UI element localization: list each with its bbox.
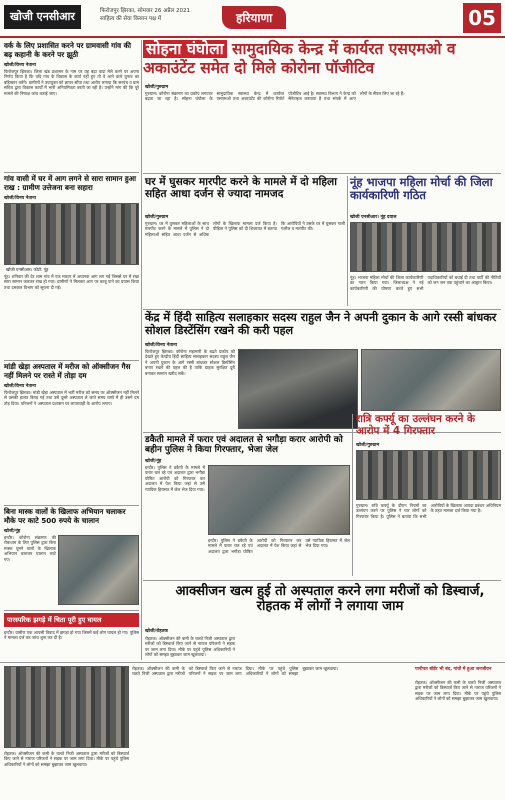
story-headline-assault: घर में घुसकर मारपीट करने के मामले में दो महिला सहित आधा दर्जन से ज्यादा नामजद [145, 176, 337, 201]
column-rule [347, 176, 348, 306]
byline: खोजी/विनय नेताना [4, 63, 36, 68]
story-body-village-development: फिरोजपुर झिरका। जिला खंड प्रशासन के नाम पर यह बढ़ा वादा मेले करने पर अपना निर्णय किया है कि यदि गांव के विकास के कार्य नहीं हुए तो वे आने वाले चुनाव का बहिष्कार करेंगे। ग्रामीणों ने उपायुक्त को ज्ञापन सौंपा तथा आरोप लगाया कि सरपंच व ग्राम सचिव द्वारा विकास कार्यों में भारी अनियमितता बरती जा रही है। उन्होंने मांग की कि पूरे मामले की निष्पक्ष जांच कराई जाए। [4, 69, 139, 96]
lead-headline-highlight: सोहना घंघोला [143, 40, 227, 58]
divider [0, 662, 505, 663]
newspaper-logo: खोजी एनसीआर [4, 5, 81, 29]
story-headline-curfew: रात्रि कर्फ्यू का उल्लंघन करने के आरोप में 4 गिरफ्तार [356, 413, 476, 437]
lead-headline [143, 40, 501, 78]
tagline: साहित्य की सेवा किसान पक्ष में [100, 16, 162, 22]
lead-headline-rest: सामुदायिक केन्द्र में कार्यरत एसएमओ व अकाउंटेंट समेत दो मिले कोरोना पॉजीटिव [143, 40, 456, 77]
story-headline-mask-challan: बिना मास्क वालों के खिलाफ अभियान चलाकर मौके पर काटे 500 रुपये के चालान [4, 507, 126, 525]
story-headline-village-clash: पारस्परिक झगड़े में चिता पूरी हुए घायल [4, 613, 139, 627]
story-body-bjp: नूंह। भाजपा महिला मोर्चा की जिला कार्यकारिणी का गठन किया गया। जिलाध्यक्ष ने नई कार्यकारिणी की घोषणा करते हुए सभी पदाधिकारियों को बधाई दी तथा पार्टी की नीतियों को जन जन तक पहुंचाने का आह्वान किया। [350, 275, 501, 291]
photo-curfew-arrests [356, 450, 501, 500]
byline: खोजी/रोहतक [145, 629, 168, 634]
story-body-curfew: गुरुग्राम। रात्रि कर्फ्यू के दौरान नियमों का उल्लंघन करने पर पुलिस ने चार लोगों को गिरफ्तार किया है। पुलिस ने बताया कि सभी आरोपियों के खिलाफ आपदा प्रबंधन अधिनियम के तहत मामला दर्ज किया गया है। [356, 503, 501, 519]
photo-fire-scene [4, 203, 139, 265]
page-number: 05 [463, 3, 501, 33]
photo-hospital-protest [4, 666, 129, 748]
story-headline-village-development: वर्क के लिए प्रशासित करने पर ग्रामवासी गांव की बढ़ कहानी के करने पर झूठी [4, 41, 131, 59]
story-headline-robbery-arrest: डकैती मामले में फरार एवं अदालत से भगौड़ा करार आरोपी को बहीन पुलिस ने किया गिरफ्तार, भेजा जेल [145, 435, 343, 456]
story-headline-house-fire: गांव वासी में घर में आग लगने से सारा सामान हुआ राख : ग्रामीण उत्तेजना बना सहारा [4, 174, 137, 192]
byline: खोजी/नूंह [145, 459, 162, 464]
byline: खोजी/विनय नेताना [4, 196, 36, 201]
byline: खोजी/गुरुग्राम [145, 85, 169, 90]
divider [4, 360, 139, 361]
photo-bjp-meeting [350, 222, 501, 272]
column-rule [352, 414, 353, 576]
date-line: फिरोजपुर झिरका, सोमवार 26 अप्रैल 2021 [100, 8, 190, 14]
divider [143, 173, 501, 174]
byline: खोजी/विनय नेताना [4, 384, 36, 389]
story-body-oxygen-death: फिरोजपुर झिरका। मांडी खेड़ा अस्पताल में भर्ती मरीज को समय पर ऑक्सीजन नहीं मिलने से उसकी हालत बिगड़ गई तथा उसे दूसरे अस्पताल ले जाते समय रास्ते में ही उसने दम तोड़ दिया। परिजनों ने अस्पताल प्रशासन पर लापरवाही के आरोप लगाए। [4, 390, 139, 406]
byline: खोजी/गुरुग्राम [356, 443, 380, 448]
story-body-rohtak-intro: रोहतक। ऑक्सीजन की कमी के चलते निजी अस्पताल द्वारा मरीजों को डिस्चार्ज किए जाने से नाराज परिजनों ने सड़क पर जाम लगा दिया। मौके पर पहुंचे पुलिस अधिकारियों ने लोगों को समझा बुझाकर जाम खुलवाया। [145, 636, 235, 658]
story-body-mask-challan: इन्दौर। कोरोना संक्रमण की रोकथाम के लिए पुलिस द्वारा बिना मास्क घूमने वालों के खिलाफ अभियान चलाकर चालान काटे गए। [4, 535, 56, 562]
story-body-social-distancing: फिरोजपुर झिरका। कोरोना महामारी के बढ़ते प्रकोप को देखते हुए केन्द्रीय हिंदी साहित्य सलाहकार सदस्य राहुल जैन ने अपनी दुकान के आगे रस्सी बांधकर सोशल डिस्टेंसिंग बनाए रखने की पहल की है ताकि ग्राहक सुरक्षित दूरी बनाकर सामान खरीद सकें। [145, 349, 235, 376]
divider [143, 580, 501, 581]
story-body-assault: गुरुग्राम। घर में घुसकर महिलाओं के साथ मारपीट करने के मामले में पुलिस ने दो महिलाओं सहित आधा दर्जन से अधिक लोगों के खिलाफ मामला दर्ज किया है। पीड़िता ने पुलिस को दी शिकायत में बताया कि आरोपियों ने उसके घर में घुसकर गाली गलौज व मारपीट की। [145, 221, 345, 237]
story-body-house-fire: नूंह। शनिवार की देर शाम गांव में एक मकान में अचानक आग लग गई जिससे घर में रखा सारा सामान जलकर राख हो गया। ग्रामीणों ने मिलकर आग पर काबू पाने का प्रयास किया तथा दमकल विभाग को सूचना दी गई। [4, 274, 139, 290]
divider [143, 309, 501, 310]
photo-accused [208, 465, 350, 535]
story-headline-oxygen-death: मांडी खेड़ा अस्पताल में मरीज को ऑक्सीजन गैस नहीं मिलने पर रास्ते में तोड़ा दम [4, 362, 131, 380]
divider [4, 172, 139, 173]
story-body-rohtak-cont: रोहतक। ऑक्सीजन की कमी के चलते निजी अस्पताल द्वारा मरीजों को डिस्चार्ज किए जाने से नाराज परिजनों ने सड़क पर जाम लगा दिया। मौके पर पहुंचे पुलिस अधिकारियों ने लोगों को समझा बुझाकर जाम खुलवाया। [415, 680, 501, 702]
story-body-robbery-cont: इन्दौर। पुलिस ने डकैती के मामले में फरार चल रहे एवं अदालत द्वारा भगौड़ा घोषित आरोपी को गिरफ्तार कर अदालत में पेश किया जहां से उसे न्यायिक हिरासत में जेल भेज दिया गया। [208, 538, 350, 554]
story-headline-bjp: नूंह भाजपा महिला मोर्चा की जिला कार्यकारिणी गठित [350, 175, 493, 203]
section-title: हरियाणा [222, 6, 286, 29]
story-body-robbery-arrest: इन्दौर। पुलिस ने डकैती के मामले में फरार चल रहे एवं अदालत द्वारा भगौड़ा घोषित आरोपी को गिरफ्तार कर अदालत में पेश किया जहां से उसे न्यायिक हिरासत में जेल भेज दिया गया। [145, 465, 205, 492]
story-body-rohtak-oxygen: रोहतक। ऑक्सीजन की कमी के चलते निजी अस्पताल द्वारा मरीजों को डिस्चार्ज किए जाने से नाराज परिजनों ने सड़क पर जाम लगा दिया। मौके पर पहुंचे पुलिस अधिकारियों ने लोगों को समझा बुझाकर जाम खुलवाया। [132, 666, 339, 677]
byline: खोजी/नूंह [4, 529, 21, 534]
lead-story-body: गुरुग्राम। कोरोना संक्रमण का प्रकोप लगातार बढ़ता जा रहा है। सोहना घंघोला के सामुदायिक स्वास्थ्य केन्द्र में कार्यरत एसएमओ तथा अकाउंटेंट की कोरोना रिपोर्ट पॉजीटिव आई है। स्वास्थ्य विभाग ने केन्द्र को सैनेटाइज करवाया है तथा संपर्क में आए लोगों के सैंपल लिए जा रहे हैं। [145, 91, 405, 102]
byline: खोजी/विनय नेताना [145, 343, 177, 348]
masthead-info [100, 7, 190, 23]
story-body-rohtak-left: रोहतक। ऑक्सीजन की कमी के चलते निजी अस्पताल द्वारा मरीजों को डिस्चार्ज किए जाने से नाराज परिजनों ने सड़क पर जाम लगा दिया। मौके पर पहुंचे पुलिस अधिकारियों ने लोगों को समझा बुझाकर जाम खुलवाया। [4, 751, 129, 767]
photo-shop-queue [361, 349, 501, 411]
divider [4, 610, 139, 611]
byline: खोजी/गुरुग्राम [145, 215, 169, 220]
masthead [0, 0, 505, 38]
story-headline-rohtak-oxygen: आक्सीजन खत्म हुई तो अस्पताल करने लगा मरीजों को डिस्चार्ज, रोहतक में लोगों ने लगाया जाम [175, 584, 485, 615]
story-body-village-clash: इन्दौर। ग्रामीण एक आपसी विवाद में झगड़ा हो गया जिसमें कई लोग घायल हो गए। पुलिस ने मामला दर्ज कर जांच शुरू कर दी है। [4, 630, 139, 641]
story-subhead-rohtak: पानीपत बॉर्डर भी बंद, गांवों में हुआ जनजीवन [415, 667, 492, 672]
photo-mask-drive [58, 535, 139, 605]
photo-shop-rope [238, 349, 358, 429]
photo-caption: खोजी एनसीआर। फोटो: नूंह [6, 267, 49, 272]
byline: खोजी एनसीआर। नूंह दयाल [350, 215, 397, 220]
column-rule [141, 40, 142, 660]
story-headline-social-distancing: केंद्र में हिंदी साहित्य सलाहकार सदस्य राहुल जैन ने अपनी दुकान के आगे रस्सी बांधकर सोशल डिस्टेंसिंग रखने की करी पहल [145, 311, 497, 337]
divider [4, 505, 139, 506]
